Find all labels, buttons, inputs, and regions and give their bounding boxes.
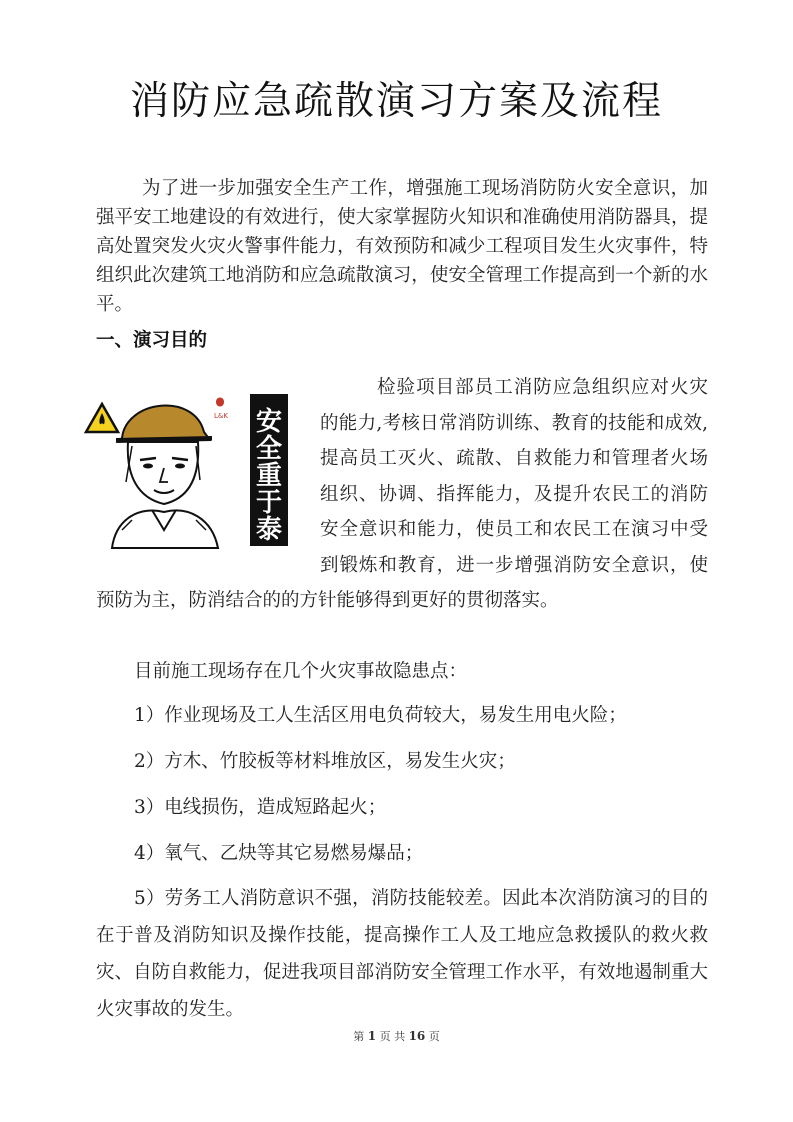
svg-text:重: 重 [255,461,283,491]
hazard-item-3: 3）电线损伤，造成短路起火； [134,797,387,818]
fire-warning-icon [86,404,118,432]
section-heading: 一、演习目的 [96,330,208,351]
company-logo [214,398,228,421]
document-title: 消防应急疏散演习方案及流程 [129,79,663,124]
page-footer [0,1028,793,1044]
footer-middle: 页 共 [379,1030,406,1043]
footer-prefix: 第 [353,1030,365,1043]
hazards-intro: 目前施工现场存在几个火灾事故隐患点： [134,661,468,682]
svg-text:泰: 泰 [255,515,283,545]
hazard-item-5-text: 5）劳务工人消防意识不强，消防技能较差。因此本次消防演习的目的在于普及消防知识及操作技能，提高操作工人及工地应急救援队的救火救灾、自防自救能力，促进我项目部消防安全管理工作水平，有效地遏制重大火灾事故的发生。 [96,888,708,1020]
hazard-item-4: 4）氧气、乙炔等其它易燃易爆品； [134,843,424,864]
current-page-number: 1 [367,1029,377,1043]
footer-suffix: 页 [428,1030,440,1043]
svg-text:全: 全 [255,434,283,464]
intro-text: 为了进一步加强安全生产工作，增强施工现场消防防火安全意识，加强平安工地建设的有效进行，使大家掌握防火知识和准确使用消防器具，提高处置突发火灾火警事件能力，有效预防和减少工程项目发生火灾事件，特组织此次建筑工地消防和应急疏散演习，使安全管理工作提高到一个新的水平。 [96,178,708,315]
hazard-item-5 [96,880,708,1028]
worker-helmet-icon [112,406,218,548]
purpose-text: 检验项目部员工消防应急组织应对火灾的能力,考核日常消防训练、教育的技能和成效,提高员工灭火、疏散、自救能力和管理者火场组织、协调、指挥能力，及提升农民工的消防安全意识和能力，使员工和农民工在演习中受到锻炼和教育，进一步增强消防安全意识，使预防为主，防消结合的的方针能够得到更好的贯彻落实。 [96,377,708,611]
hazard-item-1: 1）作业现场及工人生活区用电负荷较大，易发生用电火险； [134,705,627,726]
intro-paragraph [96,174,708,319]
safety-illustration [82,380,292,550]
svg-text:L&K: L&K [214,412,228,420]
svg-text:于: 于 [255,488,283,518]
total-pages: 16 [408,1029,426,1043]
svg-text:安: 安 [255,407,283,437]
hazard-item-2: 2）方木、竹胶板等材料堆放区，易发生火灾； [134,751,516,772]
